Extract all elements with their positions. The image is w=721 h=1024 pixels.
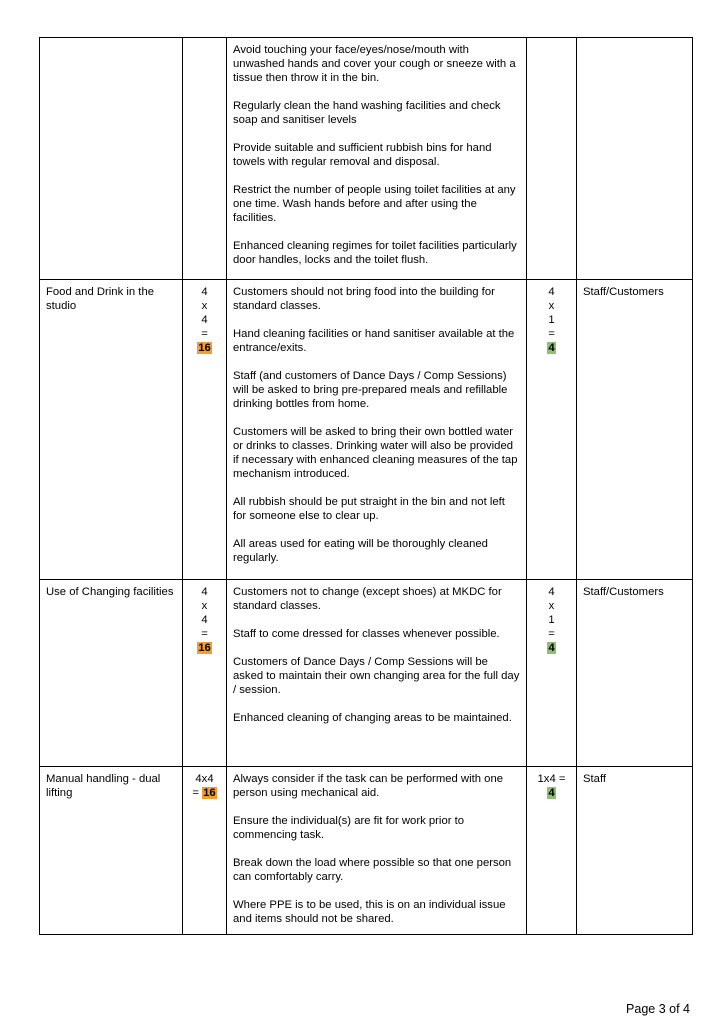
- initial-risk-cell: [183, 38, 227, 280]
- control-measure: Restrict the number of people using toilet facilities at any one time. Wash hands before and after using the facilities.: [233, 184, 516, 224]
- control-measure: Customers will be asked to bring their own bottled water or drinks to classes. Drinking water will also be provided if necessary with enhanced cleaning measures of the tap mechanism introduced.: [233, 426, 518, 480]
- control-measure: Staff to come dressed for classes whenever possible.: [233, 628, 500, 640]
- control-measure: Where PPE is to be used, this is on an individual issue and items should not be shared.: [233, 899, 506, 925]
- table-row: [40, 767, 693, 935]
- risk-score-badge: 4: [548, 642, 555, 654]
- control-measure: Regularly clean the hand washing facilities and check soap and sanitiser levels: [233, 100, 501, 126]
- control-measure: Customers should not bring food into the building for standard classes.: [233, 286, 495, 312]
- likelihood-value: 4: [548, 286, 555, 298]
- residual-risk-cell: [527, 280, 577, 580]
- control-measure: Enhanced cleaning of changing areas to be maintained.: [233, 712, 512, 724]
- risk-score-badge: 16: [198, 342, 211, 354]
- page-number: Page 3 of 4: [626, 1002, 690, 1016]
- hazard-cell: Food and Drink in the studio: [40, 280, 183, 580]
- hazard-cell: Use of Changing facilities: [40, 580, 183, 767]
- initial-risk-cell: [183, 280, 227, 580]
- hazard-cell: [40, 38, 183, 280]
- control-measure: Customers of Dance Days / Comp Sessions will be asked to maintain their own changing area for the full day / session.: [233, 656, 520, 696]
- likelihood-value: 4: [201, 586, 208, 598]
- equals-sign: =: [201, 328, 208, 340]
- control-measure: Hand cleaning facilities or hand sanitiser available at the entrance/exits.: [233, 328, 515, 354]
- control-measure: All rubbish should be put straight in the bin and not left for someone else to clear up.: [233, 496, 505, 522]
- responsible-cell: Staff/Customers: [577, 580, 693, 767]
- severity-value: 4: [201, 314, 208, 326]
- severity-value: 1: [548, 314, 555, 326]
- table-row: [40, 38, 693, 280]
- equals-sign: =: [192, 787, 199, 799]
- initial-risk-cell: [183, 580, 227, 767]
- risk-score-badge: 16: [198, 642, 211, 654]
- hazard-cell: Manual handling - dual lifting: [40, 767, 183, 935]
- responsible-cell: Staff/Customers: [577, 280, 693, 580]
- likelihood-value: 4: [201, 286, 208, 298]
- table-row: [40, 280, 693, 580]
- control-measure: Avoid touching your face/eyes/nose/mouth with unwashed hands and cover your cough or sneeze with a tissue then throw it in the bin.: [233, 44, 516, 84]
- likelihood-value: 4: [548, 586, 555, 598]
- risk-score-badge: 16: [203, 787, 216, 799]
- multiply-sign: x: [548, 600, 555, 612]
- control-measure: Enhanced cleaning regimes for toilet facilities particularly door handles, locks and the toilet flush.: [233, 240, 517, 266]
- residual-risk-cell: [527, 38, 577, 280]
- risk-score-badge: 4: [548, 787, 555, 799]
- equals-sign: =: [201, 628, 208, 640]
- risk-formula: 4x4: [195, 773, 214, 785]
- multiply-sign: x: [548, 300, 555, 312]
- multiply-sign: x: [201, 300, 208, 312]
- severity-value: 1: [548, 614, 555, 626]
- control-measure: Always consider if the task can be performed with one person using mechanical aid.: [233, 773, 504, 799]
- control-measure: Customers not to change (except shoes) at MKDC for standard classes.: [233, 586, 502, 612]
- residual-risk-cell: [527, 767, 577, 935]
- controls-cell: [227, 38, 527, 280]
- controls-cell: [227, 767, 527, 935]
- controls-cell: [227, 580, 527, 767]
- table-row: [40, 580, 693, 767]
- risk-assessment-table: [39, 37, 693, 935]
- severity-value: 4: [201, 614, 208, 626]
- control-measure: Staff (and customers of Dance Days / Comp Sessions) will be asked to bring pre-prepared meals and refillable drinking bottles from home.: [233, 370, 508, 410]
- initial-risk-cell: [183, 767, 227, 935]
- residual-risk-cell: [527, 580, 577, 767]
- responsible-cell: Staff: [577, 767, 693, 935]
- equals-sign: =: [548, 328, 555, 340]
- responsible-cell: [577, 38, 693, 280]
- control-measure: All areas used for eating will be thoroughly cleaned regularly.: [233, 538, 488, 564]
- risk-formula: 1x4 =: [537, 773, 566, 785]
- controls-cell: [227, 280, 527, 580]
- multiply-sign: x: [201, 600, 208, 612]
- control-measure: Break down the load where possible so that one person can comfortably carry.: [233, 857, 512, 883]
- risk-score-badge: 4: [548, 342, 555, 354]
- equals-sign: =: [548, 628, 555, 640]
- control-measure: Ensure the individual(s) are fit for work prior to commencing task.: [233, 815, 465, 841]
- control-measure: Provide suitable and sufficient rubbish bins for hand towels with regular removal and disposal.: [233, 142, 492, 168]
